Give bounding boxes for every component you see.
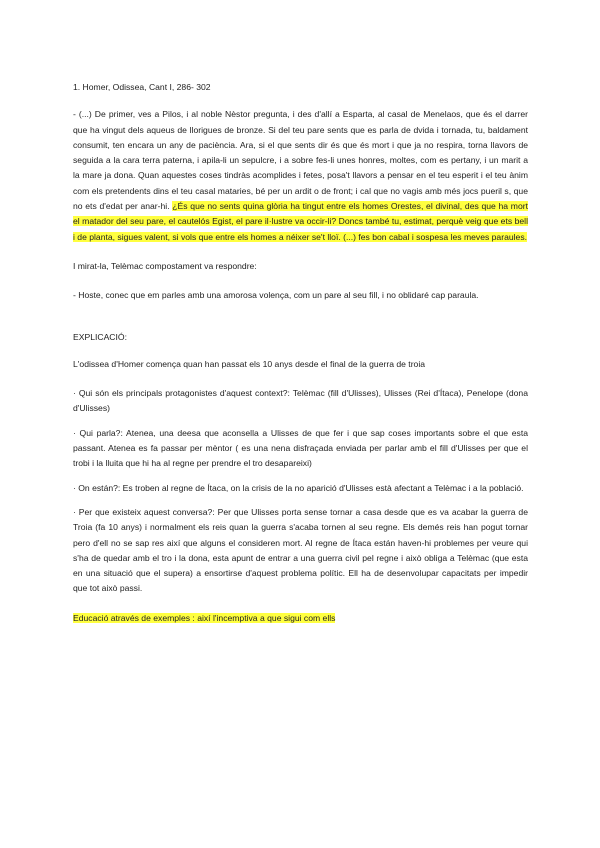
question-speaker: · Qui parla?: Atenea, una deesa que aconsella a Ulisses de que fer i que sap coses importants sobre el que esta passant. Atenea es fa passar per mèntor ( es una nena disfraçada enviada per parlar amb el fill d'Ulisses per que el trobi i la lluita que hi ha al regne per prendre el tro desapareixi) (73, 427, 528, 469)
conclusion-line (73, 611, 528, 626)
document-body (73, 80, 528, 640)
question-protagonists: · Qui són els principals protagonistes d'aquest context?: Telèmac (fill d'Ulisses), Ulisses (Rei d'Ítaca), Penelope (dona d'Ulisses) (73, 388, 528, 414)
document-title: 1. Homer, Odissea, Cant I, 286- 302 (73, 82, 211, 92)
quote-highlighted-text: ¿És que no sents quina glòria ha tingut entre els homes Orestes, el divinal, des que ha mort el matador del seu pare, el cautelós Egist, el pare il·lustre va occir-li? Doncs també tu, estimat, perquè veig que ets bell i de planta, sigues valent, si vols que entre els homes a néixer se't lloï. (...) fes bon cabal i sospesa les meves paraules. (73, 201, 528, 242)
question-reason: · Per que existeix aquest conversa?: Per que Ulisses porta sense tornar a casa desde que es va acabar la guerra de Troia (fa 10 anys) i normalment els reis quan la guerra s'acaba tornen al seu regne. Els demés reis han pogut tornar pero d'ell no se sap res així que alguns el consideren mort. Al regne de Ítaca están haven-hi problemes per veure qui s'ha de quedar amb el tro i la dona, esta apunt de entrar a una guerra civil pel regne i això obliga a Telèmac (que esta en una situació que el supera) a ensortirse d'aquest problema polític. Ell ha de desenvolupar capacitats per impedir que tot això passi. (73, 506, 528, 594)
explicacio-intro: L'odissea d'Homer comença quan han passat els 10 anys desde el final de la guerra de troia (73, 358, 426, 369)
telemac-reply: - Hoste, conec que em parles amb una amorosa volença, com un pare al seu fill, i no oblidaré cap paraula. (73, 290, 479, 301)
narration-line: I mirat-la, Telèmac compostament va respondre: (73, 260, 257, 271)
explicacio-heading: EXPLICACIÓ: (73, 331, 127, 342)
odyssey-quote (73, 107, 528, 245)
quote-text: - (...) De primer, ves a Pilos, i al noble Nèstor pregunta, i des d'allí a Esparta, al casal de Menelaos, que és el darrer que ha vingut dels aqueus de llorigues de bronze. Si del teu pare sents que es parla de dvida i tornada, tu, baldament consumit, ten encara un any de paciència. Ara, si el que sents dir és que és mort i que ja no respira, torna llavors de seguida a la cara terra paterna, i apila-li un sepulcre, i a sobre fes-li unes honres, moltes, com es pertany, i un marit a la mare ja dona. Quan aquestes coses tindràs acomplides i fetes, posa't llavors a pensar en el teu esperit i el teu ànim com els pretendents dins el teu casal mataries, bé per un ardit o de front; i cal que no vagis amb més jocs pueril s, que no ets d'edat per anar-hi. (73, 109, 528, 212)
conclusion-highlighted-text: Educació através de exemples : així l'incemptiva a que sigui com ells (73, 612, 336, 623)
question-location: · On están?: Es troben al regne de Ítaca, on la crisis de la no aparició d'Ulisses està afectant a Telèmac i a la població. (73, 482, 524, 493)
